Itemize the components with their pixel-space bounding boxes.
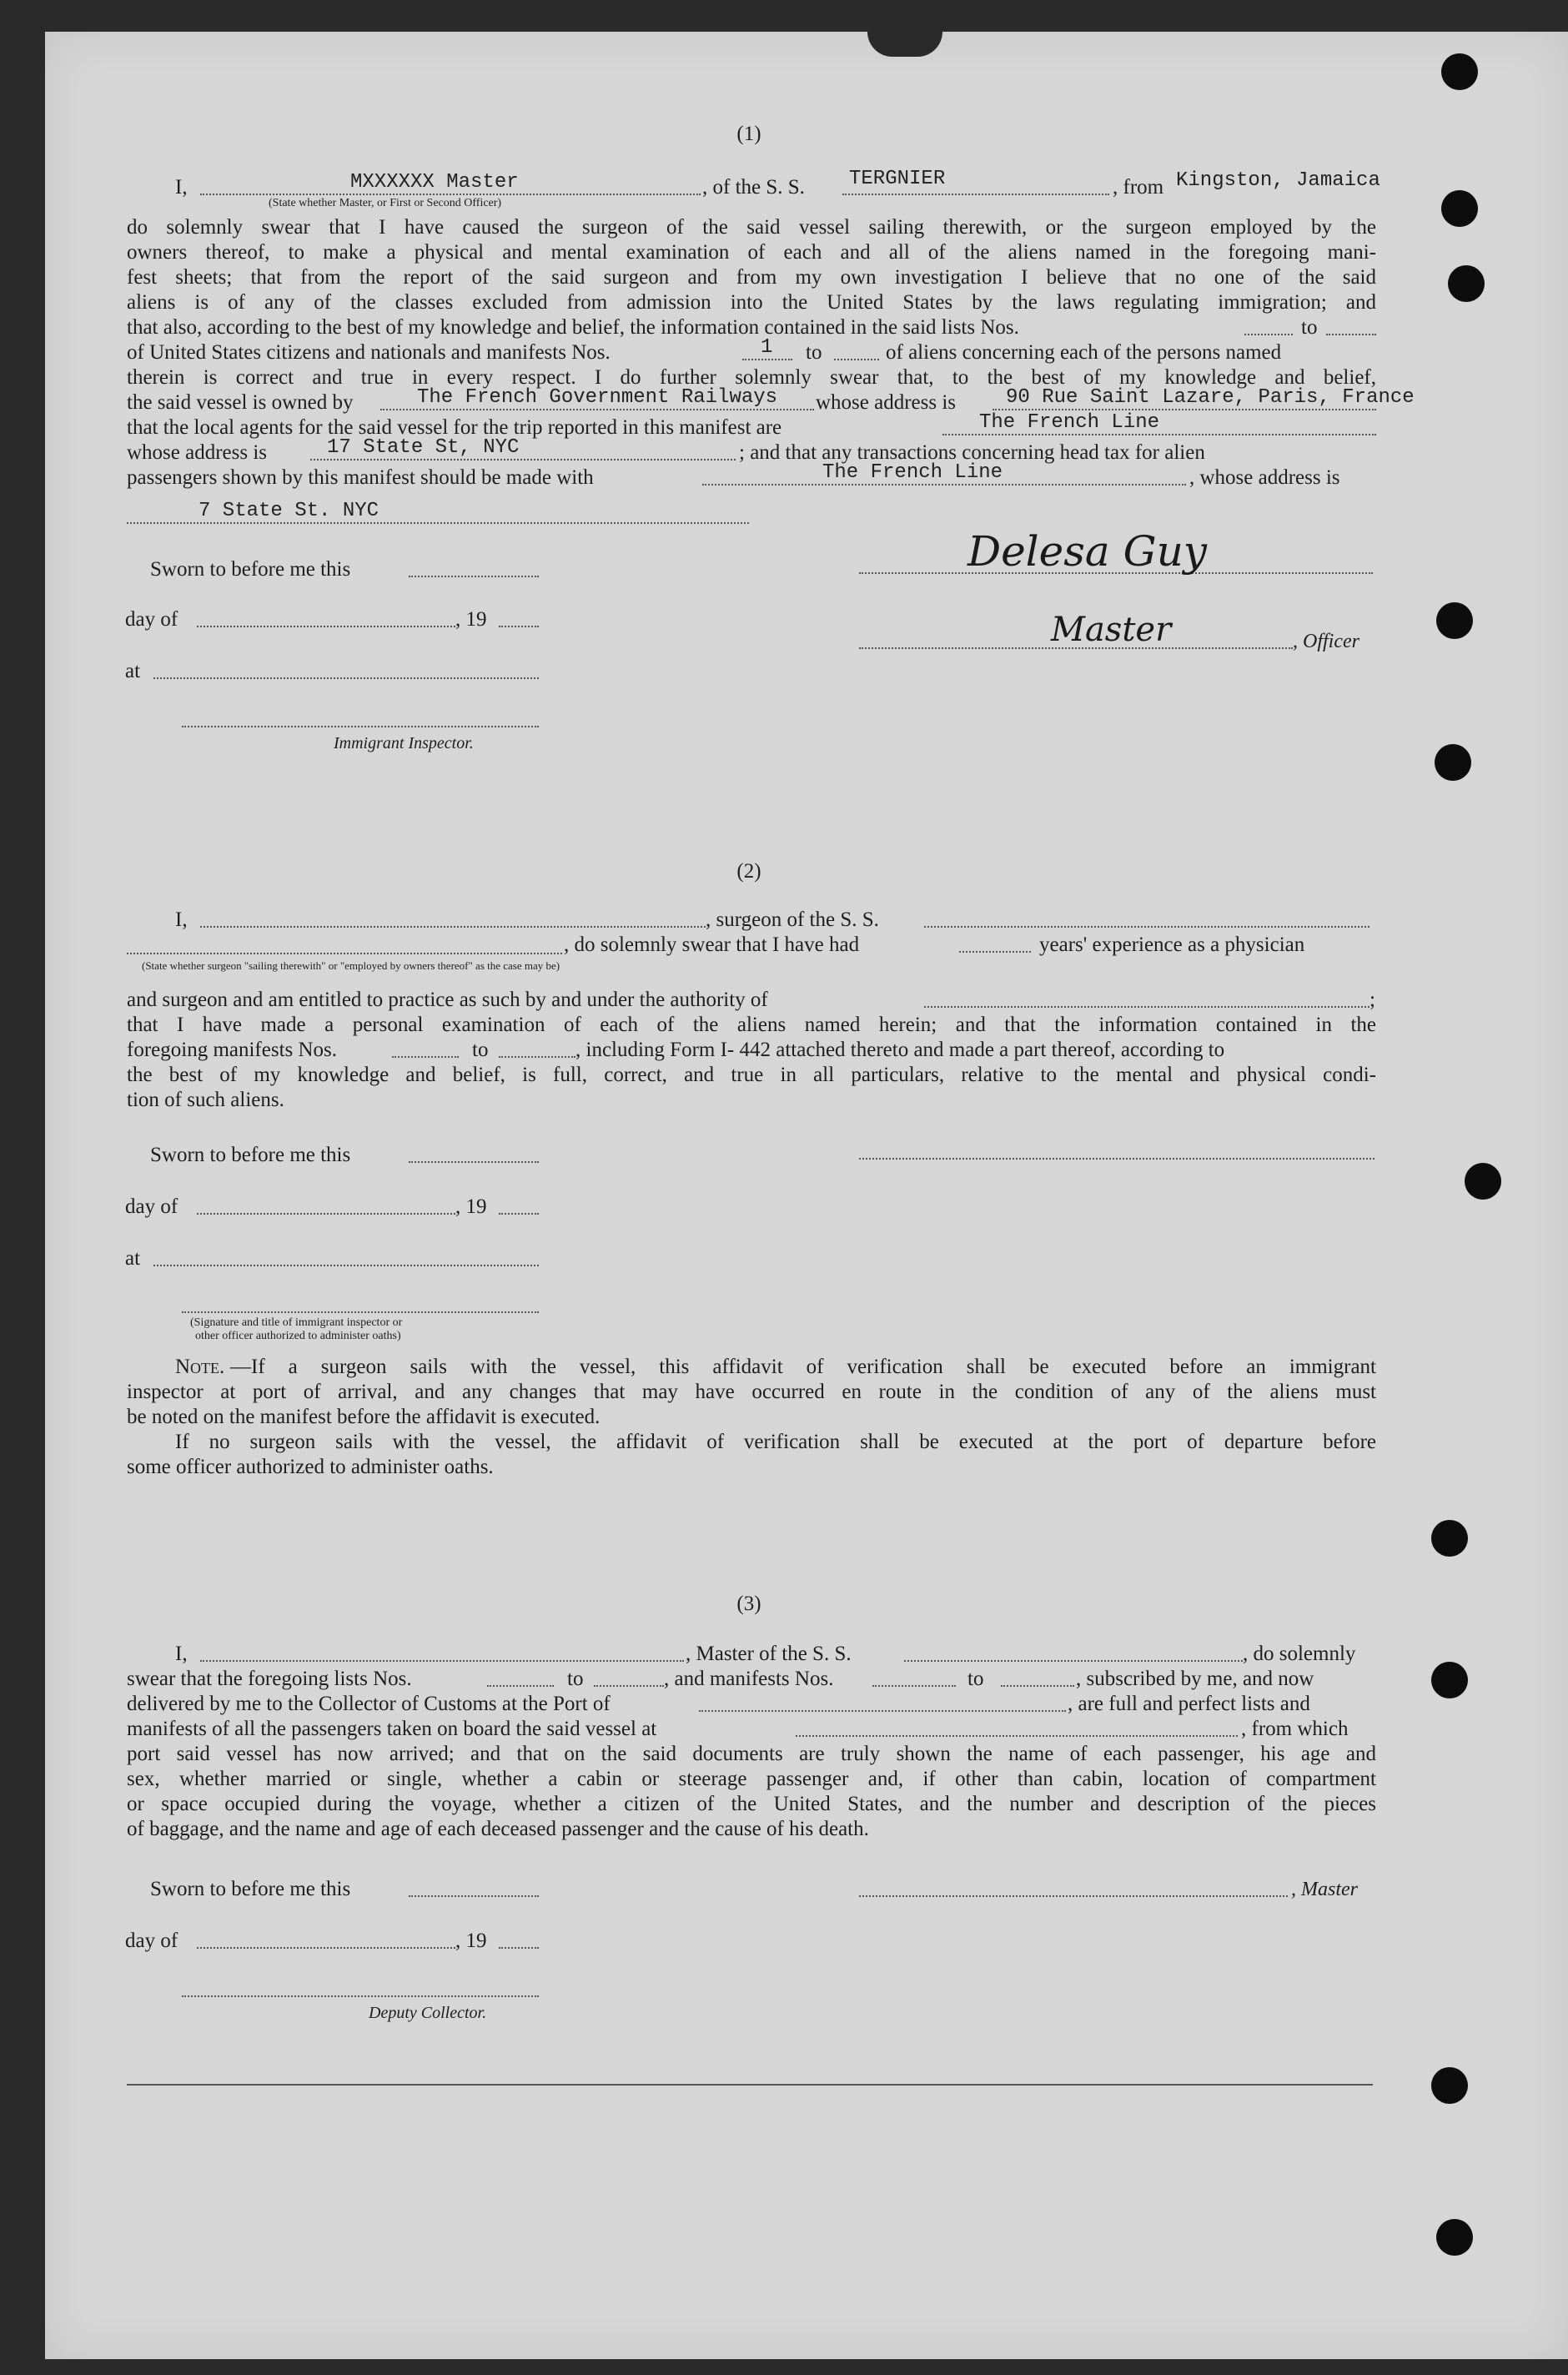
blank-line bbox=[499, 1947, 539, 1949]
punch-hole bbox=[1431, 2067, 1468, 2104]
section-number: (3) bbox=[736, 1593, 761, 1615]
agent-address-field[interactable]: 17 State St, NYC bbox=[327, 436, 520, 459]
body-line: aliens is of any of the classes excluded from admission into the United States by the laws regulating immigration; and bbox=[127, 291, 1376, 314]
body-line: to bbox=[806, 341, 822, 364]
punch-hole bbox=[1431, 1662, 1468, 1698]
deputy-label: Deputy Collector. bbox=[369, 2004, 487, 2022]
blank-line bbox=[872, 1685, 956, 1687]
blank-line bbox=[197, 1213, 455, 1215]
body-line: swear that the foregoing lists Nos. bbox=[127, 1668, 412, 1690]
sworn-label: Sworn to before me this bbox=[150, 558, 351, 581]
body-line: foregoing manifests Nos. bbox=[127, 1039, 338, 1061]
blank-line bbox=[594, 1685, 664, 1687]
body-line: to bbox=[1301, 316, 1318, 339]
punch-hole bbox=[1436, 2219, 1473, 2256]
blank-line bbox=[409, 1895, 539, 1897]
body-line: sex, whether married or single, whether a cabin or steerage passenger and, if other than cabin, location of compartment bbox=[127, 1768, 1376, 1790]
note-line: —If a surgeon sails with the vessel, this affidavit of verification shall be executed before an immigrant bbox=[230, 1356, 1376, 1378]
ship-name-field[interactable]: TERGNIER bbox=[849, 168, 946, 190]
blank-line bbox=[409, 1161, 539, 1163]
body-line: , including Form I- 442 attached thereto and made a part thereof, according to bbox=[575, 1039, 1225, 1061]
body-line: , whose address is bbox=[1189, 466, 1340, 489]
master-label: , Master bbox=[1291, 1879, 1358, 1900]
punctuation: ; bbox=[1369, 989, 1375, 1011]
sworn-label: Sworn to before me this bbox=[150, 1878, 351, 1900]
body-line: , subscribed by me, and now bbox=[1076, 1668, 1314, 1690]
oath-i: I, bbox=[175, 908, 188, 931]
body-line: that I have made a personal examination of each of the aliens named herein; and that the information contained in the bbox=[127, 1014, 1376, 1036]
blank-line bbox=[182, 1995, 539, 1997]
blank-line bbox=[959, 951, 1031, 953]
body-line: manifests of all the passengers taken on board the said vessel at bbox=[127, 1718, 657, 1740]
blank-line bbox=[924, 1006, 1369, 1008]
blank-line bbox=[904, 1660, 1243, 1662]
blank-line bbox=[499, 626, 539, 627]
body-line: that the local agents for the said vessel for the trip reported in this manifest are bbox=[127, 416, 782, 439]
blank-line bbox=[409, 576, 539, 577]
blank-line bbox=[499, 1213, 539, 1215]
body-line: tion of such aliens. bbox=[127, 1089, 284, 1111]
blank-line bbox=[1244, 334, 1293, 335]
punch-hole bbox=[1436, 602, 1473, 639]
body-line: and surgeon and am entitled to practice as such by and under the authority of bbox=[127, 989, 768, 1011]
head-tax-address-field[interactable]: 7 State St. NYC bbox=[199, 500, 379, 522]
inspector-label: Immigrant Inspector. bbox=[334, 734, 474, 752]
body-line: whose address is bbox=[816, 391, 957, 414]
head-tax-field[interactable]: The French Line bbox=[822, 461, 1003, 484]
note-line: inspector at port of arrival, and any changes that may have occurred en route in the condition of any of the aliens must bbox=[127, 1381, 1376, 1403]
body-line: the said vessel is owned by bbox=[127, 391, 354, 414]
label-of-ss: , of the S. S. bbox=[702, 176, 805, 199]
blank-line bbox=[200, 926, 706, 928]
blank-line bbox=[699, 1710, 1066, 1712]
blank-line bbox=[796, 1735, 1238, 1737]
oath-i: I, bbox=[175, 1643, 188, 1665]
owner-address-field[interactable]: 90 Rue Saint Lazare, Paris, France bbox=[1006, 386, 1415, 409]
bottom-rule bbox=[127, 2084, 1373, 2086]
note-line: be noted on the manifest before the affidavit is executed. bbox=[127, 1406, 601, 1428]
note-line: If no surgeon sails with the vessel, the affidavit of verification shall be executed at the port of departure before bbox=[175, 1431, 1376, 1453]
punch-hole bbox=[1441, 53, 1478, 90]
agents-field[interactable]: The French Line bbox=[979, 411, 1160, 434]
note-label: Note. bbox=[175, 1356, 225, 1378]
year-label: , 19 bbox=[455, 1195, 487, 1218]
body-line: therein is correct and true in every respect. I do further solemnly swear that, to the best of my knowledge and belief, bbox=[127, 366, 1376, 389]
body-line: the best of my knowledge and belief, is full, correct, and true in all particulars, relative to the mental and physical condi- bbox=[127, 1064, 1376, 1086]
blank-line bbox=[499, 1056, 575, 1058]
body-line: , do solemnly bbox=[1243, 1643, 1356, 1665]
signature-title-hint: (Signature and title of immigrant inspector or bbox=[190, 1316, 403, 1329]
body-line: of United States citizens and nationals and manifests Nos. bbox=[127, 341, 611, 364]
body-line: fest sheets; that from the report of the said surgeon and from my own investigation I believe that no one of the said bbox=[127, 266, 1376, 289]
body-line: ; and that any transactions concerning head tax for alien bbox=[739, 441, 1205, 464]
blank-line bbox=[392, 1056, 459, 1058]
blank-line bbox=[924, 926, 1369, 928]
blank-line bbox=[153, 1265, 539, 1266]
body-line: delivered by me to the Collector of Customs at the Port of bbox=[127, 1693, 611, 1715]
body-line: whose address is bbox=[127, 441, 268, 464]
signature-line bbox=[859, 1895, 1288, 1897]
day-of-label: day of bbox=[125, 608, 178, 631]
body-line: to bbox=[567, 1668, 584, 1690]
blank-line bbox=[834, 359, 879, 360]
body-line: of baggage, and the name and age of each deceased passenger and the cause of his death. bbox=[127, 1818, 869, 1840]
body-line: years' experience as a physician bbox=[1039, 933, 1305, 956]
body-line: or space occupied during the voyage, whether a citizen of the United States, and the number and description of the pieces bbox=[127, 1793, 1376, 1815]
master-signature: Master bbox=[1051, 611, 1172, 649]
body-line: to bbox=[967, 1668, 984, 1690]
body-line: do solemnly swear that I have caused the surgeon of the said vessel sailing therewith, or the surgeon employed by the bbox=[127, 216, 1376, 239]
field-hint: (State whether Master, or First or Second Officer) bbox=[269, 197, 502, 209]
at-label: at bbox=[125, 1247, 141, 1270]
at-label: at bbox=[125, 660, 141, 682]
body-line: , and manifests Nos. bbox=[664, 1668, 834, 1690]
punch-hole bbox=[1465, 1163, 1501, 1200]
body-line: , from which bbox=[1241, 1718, 1349, 1740]
body-line: that also, according to the best of my knowledge and belief, the information contained in the said lists Nos. bbox=[127, 316, 1019, 339]
blank-line bbox=[1001, 1685, 1074, 1687]
day-of-label: day of bbox=[125, 1930, 178, 1952]
officer-label: , Officer bbox=[1293, 631, 1359, 652]
year-label: , 19 bbox=[455, 1930, 487, 1952]
blank-line bbox=[197, 1947, 455, 1949]
year-label: , 19 bbox=[455, 608, 487, 631]
section-number: (1) bbox=[736, 123, 761, 145]
blank-line bbox=[182, 726, 539, 727]
body-line: owners thereof, to make a physical and mental examination of each and all of the aliens named in the foregoing mani- bbox=[127, 241, 1376, 264]
body-line: , do solemnly swear that I have had bbox=[564, 933, 860, 956]
signature-mark: Delesa Guy bbox=[967, 527, 1208, 576]
blank-line bbox=[1326, 334, 1376, 335]
punch-hole bbox=[1441, 190, 1478, 227]
blank-line bbox=[197, 626, 455, 627]
field-hint: (State whether surgeon "sailing therewith" or "employed by owners thereof" as the case may be) bbox=[142, 959, 560, 972]
section-number: (2) bbox=[736, 860, 761, 883]
blank-line bbox=[842, 194, 1109, 195]
blank-line bbox=[200, 1660, 684, 1662]
origin-field[interactable]: Kingston, Jamaica bbox=[1176, 169, 1380, 192]
blank-line bbox=[153, 677, 539, 679]
manifest-number-field[interactable]: 1 bbox=[761, 336, 773, 359]
body-line: port said vessel has now arrived; and that on the said documents are truly shown the name of each passenger, his age and bbox=[127, 1743, 1376, 1765]
blank-line bbox=[182, 1311, 539, 1313]
blank-line bbox=[127, 953, 562, 954]
note-line: some officer authorized to administer oaths. bbox=[127, 1456, 494, 1478]
label-master-of: , Master of the S. S. bbox=[686, 1643, 852, 1665]
oath-i: I, bbox=[175, 176, 188, 199]
body-line: , are full and perfect lists and bbox=[1068, 1693, 1310, 1715]
owner-field[interactable]: The French Government Railways bbox=[417, 386, 778, 409]
master-field[interactable]: MXXXXXX Master bbox=[350, 171, 519, 194]
label-from: , from bbox=[1113, 176, 1164, 199]
signature-title-hint: other officer authorized to administer oaths) bbox=[195, 1330, 401, 1342]
label-surgeon-of: , surgeon of the S. S. bbox=[706, 908, 879, 931]
sworn-label: Sworn to before me this bbox=[150, 1144, 351, 1166]
day-of-label: day of bbox=[125, 1195, 178, 1218]
body-line: passengers shown by this manifest should be made with bbox=[127, 466, 594, 489]
punch-hole bbox=[1435, 744, 1471, 781]
body-line: of aliens concerning each of the persons named bbox=[886, 341, 1282, 364]
body-line: to bbox=[472, 1039, 489, 1061]
punch-hole bbox=[1431, 1520, 1468, 1557]
signature-line bbox=[859, 1158, 1375, 1160]
blank-line bbox=[487, 1685, 554, 1687]
punch-hole bbox=[1448, 265, 1485, 302]
